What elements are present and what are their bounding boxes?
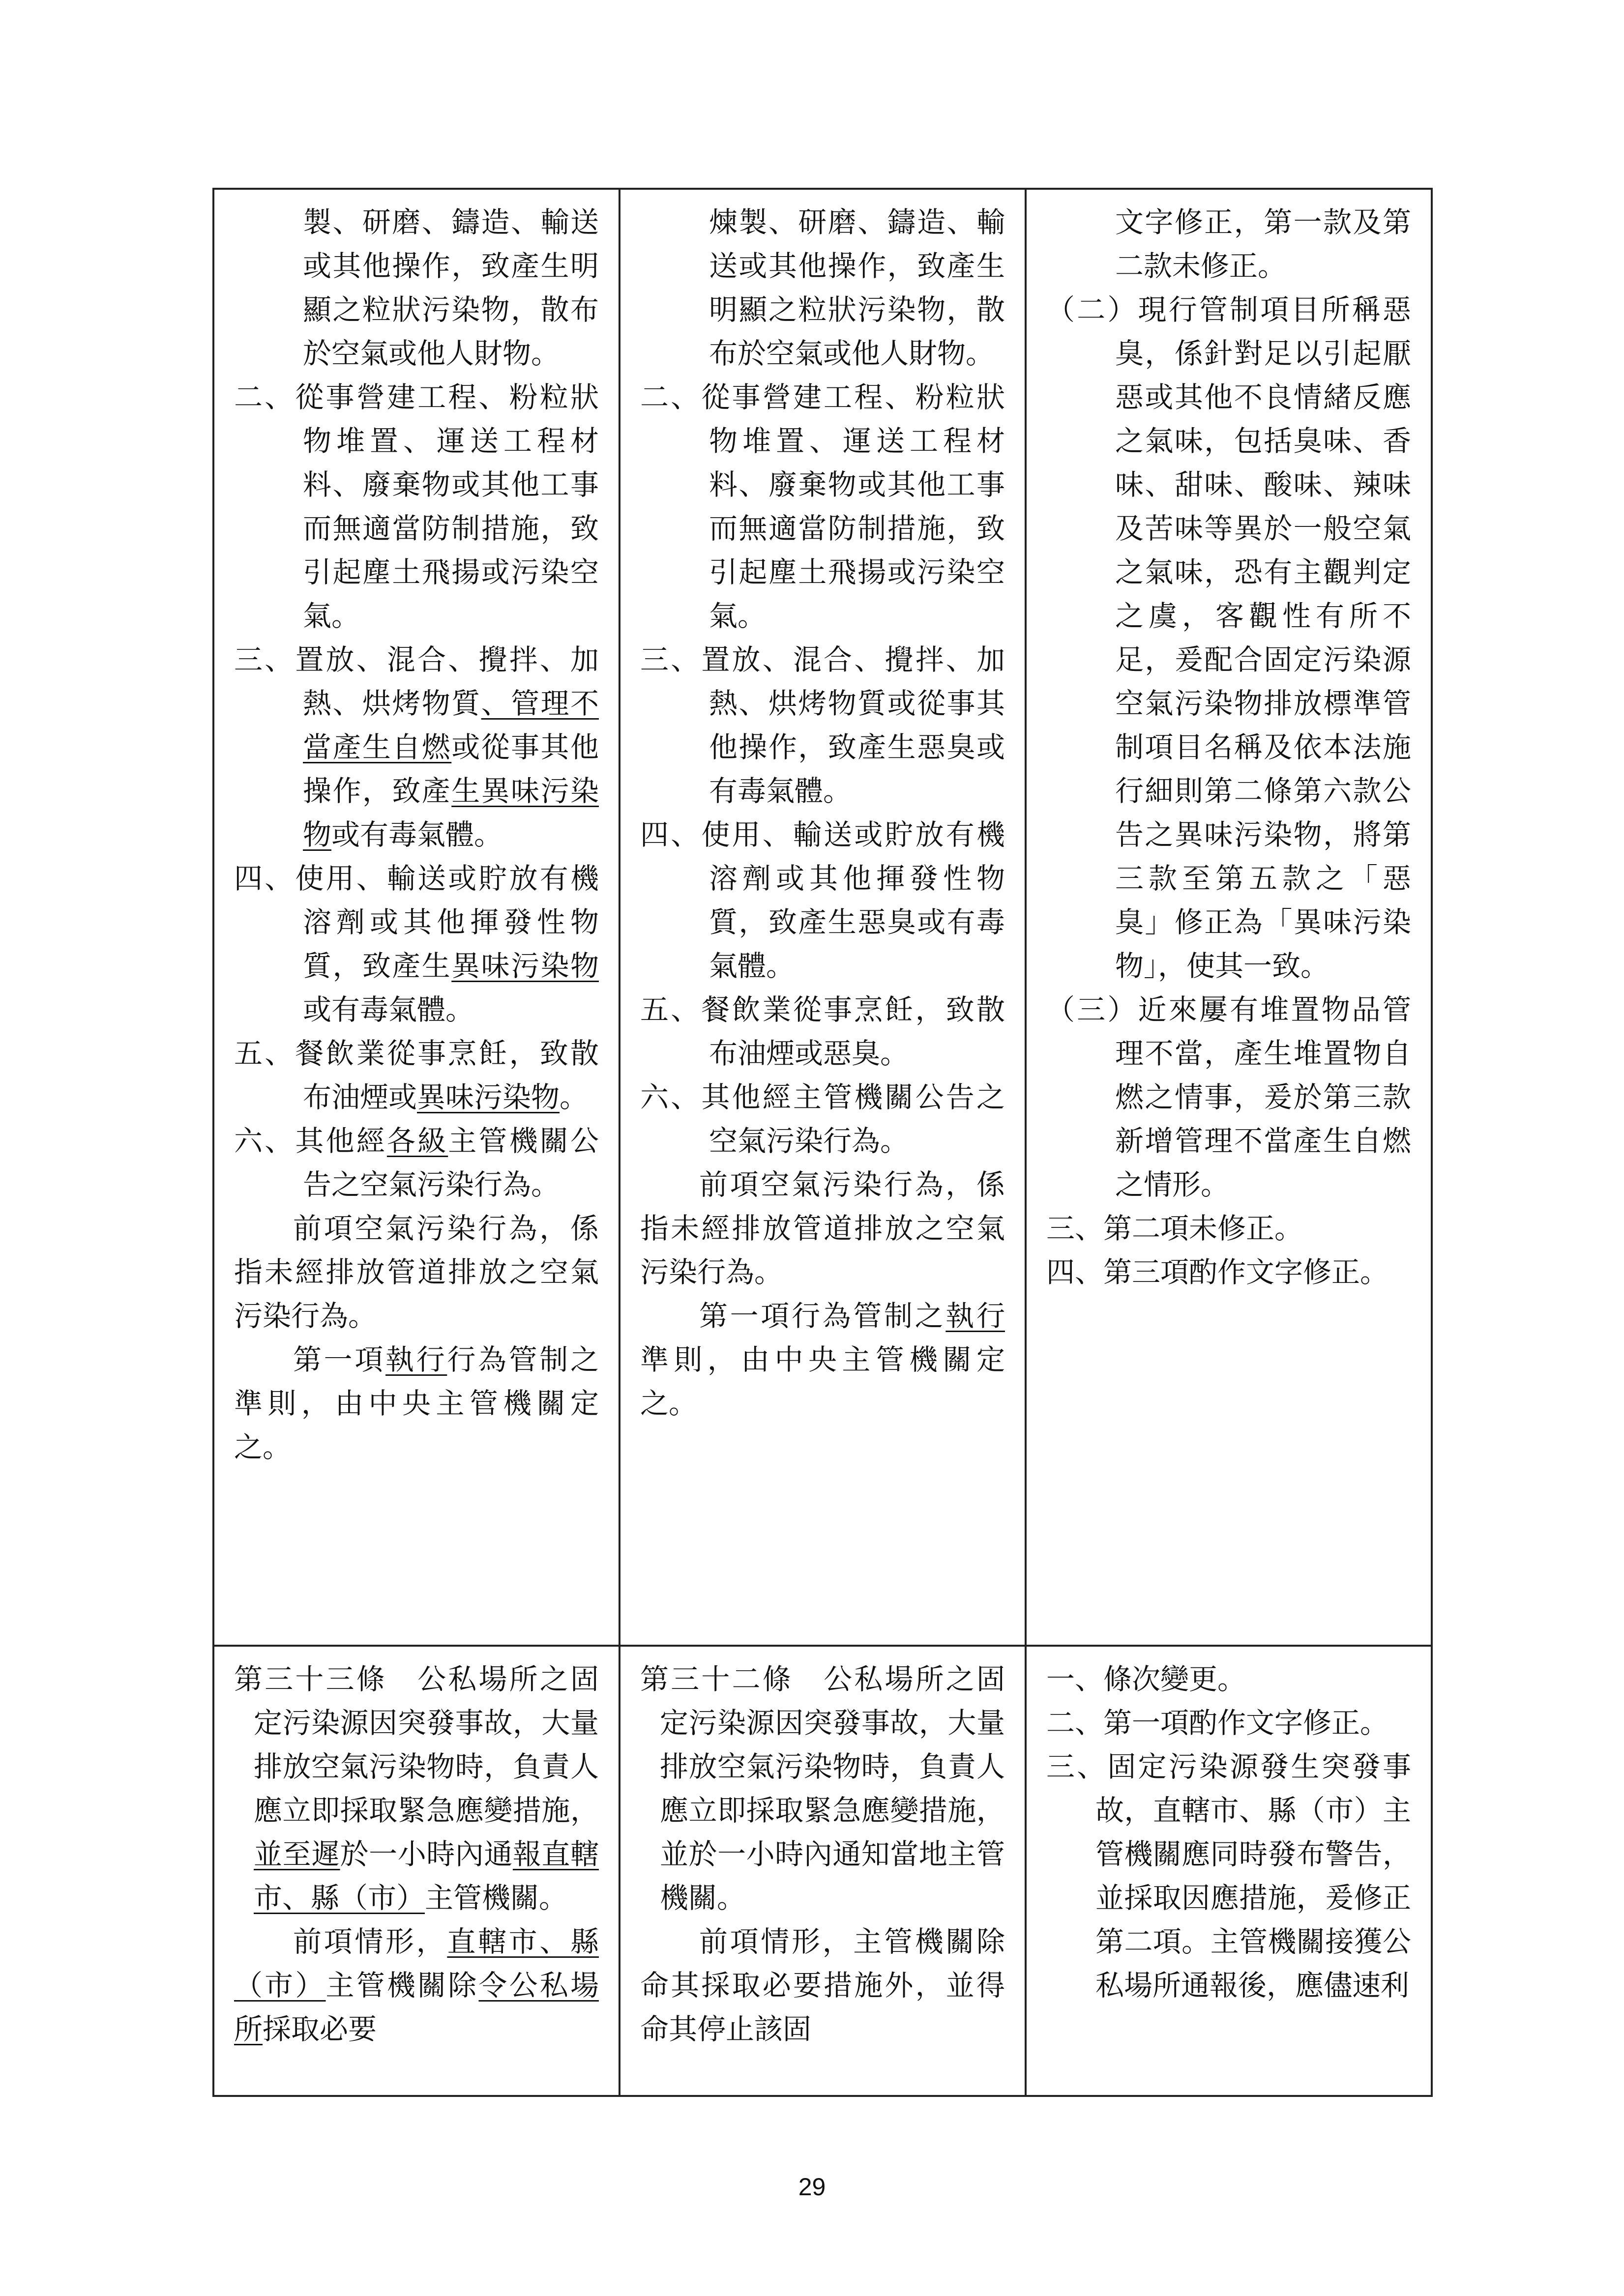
paragraph-2: 前項空氣污染行為，係指未經排放管道排放之空氣污染行為。	[640, 1168, 1005, 1289]
item-number: 四、	[1046, 1255, 1103, 1289]
item-3	[1046, 1745, 1411, 2007]
article-number: 第三十二條	[640, 1662, 793, 1696]
para-text: 準則，由中央主管機關定之。	[640, 1343, 1005, 1420]
item-number: 五、	[234, 1037, 295, 1070]
amended-underline: 執行	[385, 1343, 447, 1376]
item-text: 其他經	[295, 1124, 387, 1158]
item-number: 一、	[1046, 1662, 1103, 1696]
page-number: 29	[798, 2173, 826, 2201]
article-text: 於一小時內通	[340, 1837, 513, 1871]
item-text: 其他經主管機關公告之空氣污染行為。	[701, 1080, 1005, 1158]
item-text: 或從事其他操作，致產	[303, 730, 599, 808]
explanation-cell	[1026, 189, 1432, 1646]
item-number: 四、	[640, 818, 702, 851]
item-text: 使用、輸送或貯放有機溶劑或其他揮發性物質，致產生	[295, 862, 599, 983]
article-text: 主管機關。	[425, 1881, 568, 1915]
para-text: 第一項	[293, 1343, 385, 1376]
item-text: 置放、混合、攪拌、加熱、烘烤物質	[295, 643, 599, 720]
item-6	[640, 1075, 1005, 1163]
item-text: 條次變更。	[1103, 1662, 1246, 1696]
article-33	[234, 1657, 599, 1920]
item-number: 六、	[234, 1124, 295, 1158]
item-text: 置放、混合、攪拌、加熱、烘烤物質或從事其他操作，致產生惡臭或有毒氣體。	[701, 643, 1005, 808]
paragraph-2: 前項空氣污染行為，係指未經排放管道排放之空氣污染行為。	[234, 1212, 599, 1333]
sub-item-3	[1046, 988, 1411, 1207]
item-text: 餐飲業從事烹飪，致散布油煙或	[295, 1037, 599, 1114]
item-5	[640, 988, 1005, 1075]
para-text: 第一項行為管制之	[699, 1299, 946, 1333]
explanation-continuation: 文字修正，第一款及第二款未修正。	[1115, 205, 1411, 283]
amended-underline: 、管理不當產生自燃	[303, 687, 599, 764]
item-number: 二、	[1046, 1706, 1103, 1740]
item-number: 三、	[640, 643, 702, 676]
amended-underline: 執行	[945, 1299, 1005, 1333]
para-text: 前項情形，	[293, 1925, 447, 1958]
current-text-cell	[620, 189, 1026, 1646]
item-text: 。	[560, 1080, 589, 1114]
current-text-cell	[620, 1646, 1026, 2096]
item1-continuation: 製、研磨、鑄造、輸送或其他操作，致產生明顯之粒狀污染物，散布於空氣或他人財物。	[303, 205, 599, 370]
item-3	[234, 638, 599, 857]
amended-underline: 令公私場所	[234, 1969, 599, 2046]
item-text: 第二項未修正。	[1103, 1212, 1303, 1245]
item-text: 現行管制項目所稱惡臭，係針對足以引起厭惡或其他不良情緒反應之氣味，包括臭味、香味、甜味、酸味、辣味及苦味等異於一般空氣之氣味，恐有主觀判定之虞，客觀性有所不足，爰配合固定污染源空氣污染物排放標準管制項目名稱及依本法施行細則第二條第六款公告之異味污染物，將第三款至第五款之「惡臭」修正為「異味污染物」，使其一致。	[1115, 293, 1411, 983]
amended-underline: 報直轄市、縣（市）	[254, 1837, 599, 1915]
item-4	[1046, 1250, 1411, 1294]
item-3	[1046, 1207, 1411, 1250]
amended-underline: 直轄市、縣（市）	[234, 1925, 599, 2002]
item-2	[234, 376, 599, 638]
table-row	[213, 1646, 1432, 2096]
article-text: 公私場所之固定污染源因突發事故，大量排放空氣污染物時，負責人應立即採取緊急應變措施，	[254, 1662, 599, 1827]
item-5	[234, 1032, 599, 1119]
item-text: 使用、輸送或貯放有機溶劑或其他揮發性物質，致產生惡臭或有毒氣體。	[701, 818, 1005, 983]
article-32	[640, 1657, 1005, 1920]
para-text: 採取必要	[263, 2012, 377, 2046]
item-text: 或有毒氣體。	[331, 818, 503, 851]
item-text: 近來屢有堆置物品管理不當，產生堆置物自燃之情事，爰於第三款新增管理不當產生自燃之情形。	[1115, 993, 1411, 1201]
table-row	[213, 189, 1432, 1646]
paragraph-2: 前項情形，主管機關除命其採取必要措施外，並得命其停止該固	[640, 1925, 1005, 2046]
item-number: 三、	[1046, 1212, 1103, 1245]
item-number: （三）	[1046, 993, 1138, 1026]
item1-continuation: 煉製、研磨、鑄造、輸送或其他操作，致產生明顯之粒狀污染物，散布於空氣或他人財物。	[709, 205, 1005, 370]
item-text: 從事營建工程、粉粒狀物堆置、運送工程材料、廢棄物或其他工事而無適當防制措施，致引起塵土飛揚或污染空氣。	[701, 380, 1005, 633]
item-text: 固定污染源發生突發事故，直轄市、縣（市）主管機關應同時發布警告，並採取因應措施，爰修正第二項。主管機關接獲公私場所通報後，應儘速利	[1095, 1750, 1411, 2002]
amended-underline: 異味污染物	[451, 949, 599, 983]
item-3	[640, 638, 1005, 813]
article-text: 公私場所之固定污染源因突發事故，大量排放空氣污染物時，負責人應立即採取緊急應變措施，並於一小時內通知當地主管機關。	[659, 1662, 1005, 1915]
comparison-table	[212, 188, 1433, 2097]
item-number: 四、	[234, 862, 295, 895]
item-2	[1046, 1701, 1411, 1745]
sub-item-2	[1046, 288, 1411, 988]
item-number: 六、	[640, 1080, 702, 1114]
paragraph-3	[640, 1294, 1005, 1425]
item-4	[640, 813, 1005, 988]
paragraph-2	[234, 1920, 599, 2051]
amended-underline: 並至遲	[254, 1837, 340, 1871]
amended-text-cell	[213, 189, 620, 1646]
explanation-cell	[1026, 1646, 1432, 2096]
item-number: 五、	[640, 993, 702, 1026]
item-text: 第三項酌作文字修正。	[1103, 1255, 1388, 1289]
amended-underline: 異味污染物	[417, 1080, 560, 1114]
item-text: 餐飲業從事烹飪，致散布油煙或惡臭。	[701, 993, 1005, 1070]
article-number: 第三十三條	[234, 1662, 387, 1696]
item-text: 第一項酌作文字修正。	[1103, 1706, 1388, 1740]
item-4	[234, 857, 599, 1032]
item-number: 二、	[234, 380, 295, 414]
para-text: 行為管制之準則，由中央主管機關定之。	[234, 1343, 599, 1464]
amended-underline: 各級	[386, 1124, 448, 1158]
item-number: （二）	[1046, 293, 1138, 326]
item-text: 或有毒氣體。	[303, 993, 474, 1026]
item-text: 從事營建工程、粉粒狀物堆置、運送工程材料、廢棄物或其他工事而無適當防制措施，致引起塵土飛揚或污染空氣。	[295, 380, 599, 633]
item-2	[640, 376, 1005, 638]
para-text: 主管機關除	[325, 1969, 479, 2002]
item-number: 三、	[234, 643, 295, 676]
item-number: 二、	[640, 380, 702, 414]
item-text: 主管機關公告之空氣污染行為。	[303, 1124, 599, 1201]
amended-text-cell	[213, 1646, 620, 2096]
paragraph-3	[234, 1338, 599, 1469]
item-1	[1046, 1657, 1411, 1701]
item-number: 三、	[1046, 1750, 1108, 1783]
amended-underline: 生異味污染物	[303, 774, 599, 851]
item-6	[234, 1119, 599, 1207]
